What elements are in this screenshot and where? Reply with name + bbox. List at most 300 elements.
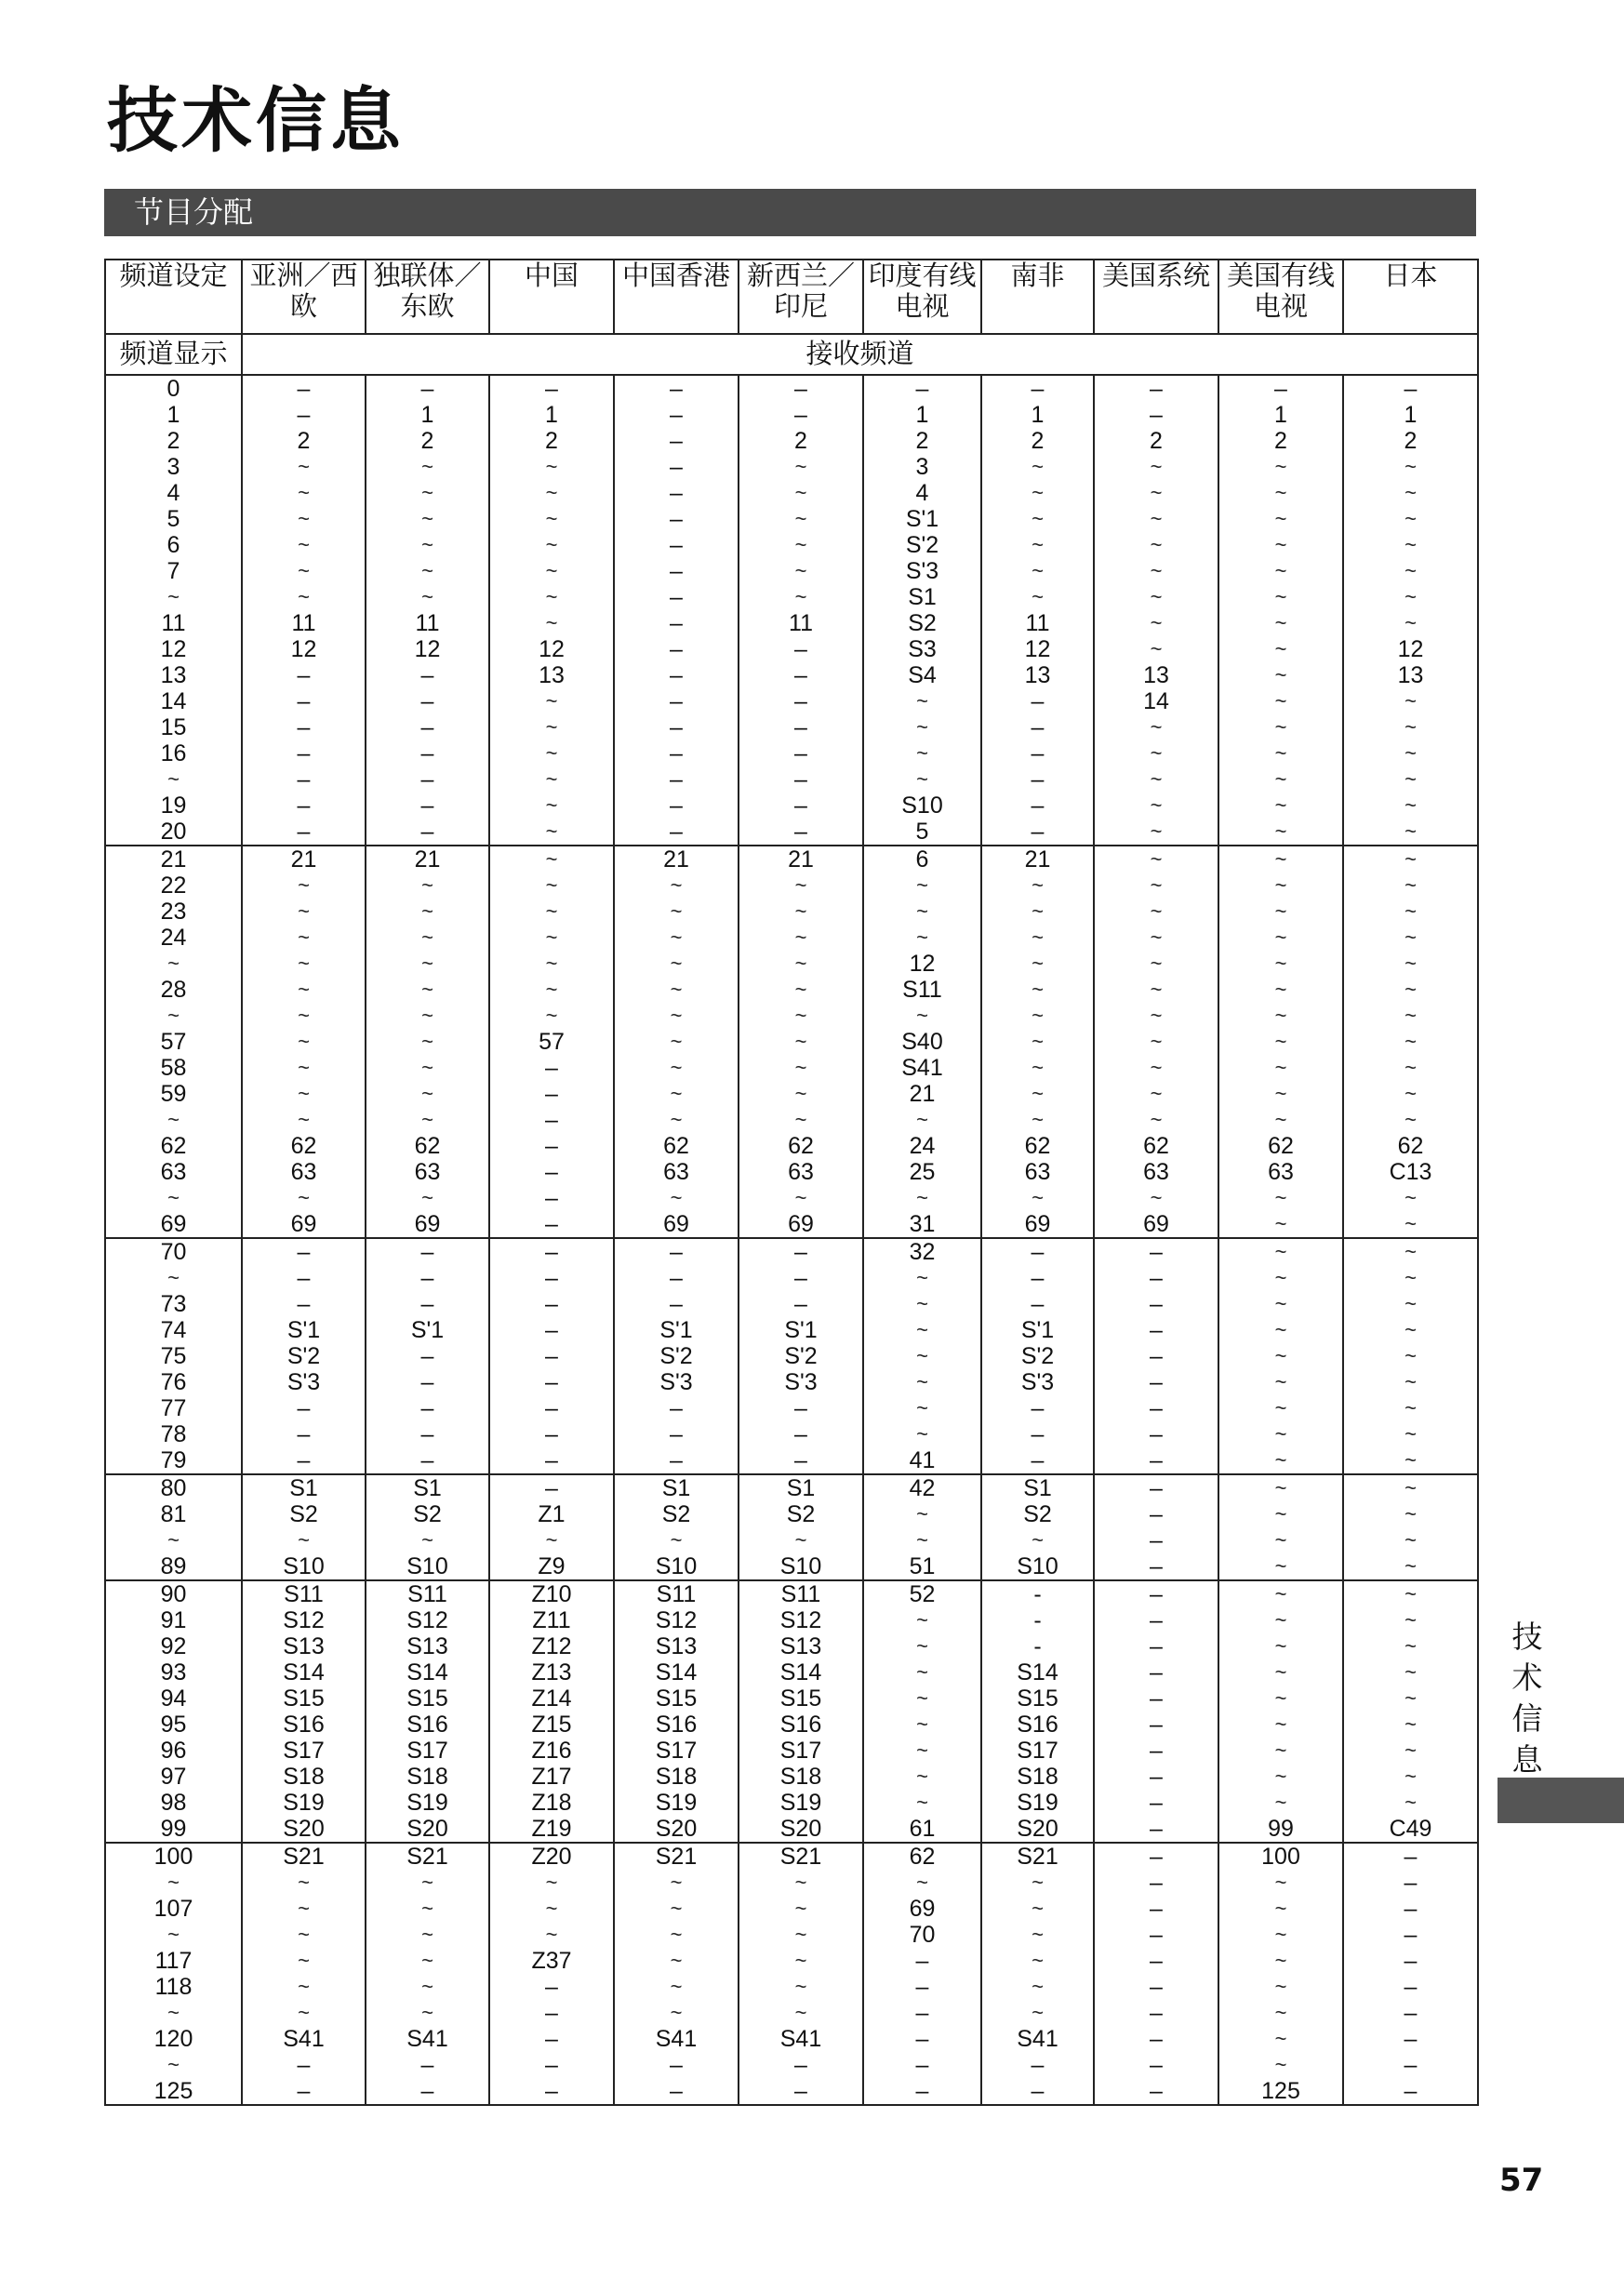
channel-value: S1	[786, 1475, 816, 1501]
channel-value: S1	[1023, 1475, 1052, 1501]
channel-value: 69	[788, 1211, 814, 1237]
channel-value: 2	[1031, 428, 1045, 454]
channel-value: ~	[298, 1056, 310, 1079]
channel-value: 118	[154, 1974, 193, 2000]
channel-value: –	[794, 819, 807, 845]
channel-value: 52	[909, 1581, 936, 1607]
channel-value: 97	[160, 1764, 187, 1790]
channel-value: –	[545, 2078, 558, 2104]
channel-value: ~	[1274, 1056, 1287, 1079]
channel-value: ~	[298, 1897, 310, 1920]
channel-value: –	[297, 688, 311, 714]
channel-value: 69	[663, 1211, 689, 1237]
channel-value: ~	[1274, 899, 1287, 923]
channel-value: ~	[1032, 1056, 1044, 1079]
channel-value: ~	[670, 1082, 683, 1105]
channel-value: ~	[298, 1923, 310, 1946]
channel-value: 62	[663, 1133, 689, 1159]
channel-value: ~	[1032, 455, 1044, 478]
channel-value: ~	[298, 1975, 310, 1998]
channel-value: ~	[167, 767, 180, 791]
channel-value: ~	[1404, 611, 1417, 634]
channel-value: 24	[160, 925, 187, 951]
channel-value: ~	[794, 2001, 807, 2024]
channel-value: ~	[1404, 1082, 1417, 1105]
channel-value: ~	[1404, 1791, 1417, 1814]
channel-value: ~	[794, 1975, 807, 1998]
channel-value: ~	[1032, 533, 1044, 556]
channel-value: ~	[1404, 1476, 1417, 1499]
channel-cell	[242, 375, 366, 846]
channel-value: S16	[779, 1712, 822, 1738]
channel-value: ~	[1150, 1186, 1163, 1209]
channel-value: 1	[1404, 402, 1418, 428]
channel-value: –	[1150, 1447, 1163, 1473]
channel-value: ~	[1274, 1871, 1287, 1894]
channel-value: ~	[794, 585, 807, 608]
channel-value: ~	[1032, 2001, 1044, 2024]
channel-value: 24	[909, 1133, 936, 1159]
channel-value: ~	[1274, 873, 1287, 897]
channel-value: S'3	[784, 1369, 818, 1395]
channel-cell	[1218, 846, 1343, 1238]
channel-cell	[981, 375, 1094, 846]
channel-value: ~	[1404, 455, 1417, 478]
channel-value: ~	[298, 559, 310, 582]
channel-value: ~	[670, 926, 683, 949]
channel-value: –	[420, 1421, 434, 1447]
channel-value: ~	[794, 1056, 807, 1079]
channel-value: ~	[1274, 1292, 1287, 1315]
channel-value: –	[915, 1974, 929, 2000]
channel-cell	[489, 1843, 614, 2105]
channel-value: ~	[670, 1004, 683, 1027]
channel-value: ~	[794, 559, 807, 582]
channel-value: –	[1031, 1239, 1045, 1265]
channel-value: ~	[1274, 1186, 1287, 1209]
channel-value: ~	[545, 793, 558, 817]
channel-value: 2	[545, 428, 558, 454]
channel-value: ~	[1274, 793, 1287, 817]
channel-cell	[1094, 1580, 1218, 1843]
channel-value: 62	[1268, 1133, 1294, 1159]
header-region: 中国香港	[614, 260, 739, 334]
header-region: 印度有线电视	[863, 260, 981, 334]
channel-value: 2	[915, 428, 929, 454]
channel-value: –	[420, 819, 434, 845]
channel-value: –	[794, 1291, 807, 1317]
channel-value: ~	[1404, 1344, 1417, 1367]
channel-value: ~	[421, 1923, 433, 1946]
channel-value: ~	[670, 1897, 683, 1920]
channel-value: 2	[420, 428, 434, 454]
channel-value: –	[794, 714, 807, 740]
channel-value: ~	[1032, 1004, 1044, 1027]
channel-value: ~	[794, 1949, 807, 1972]
channel-value: 62	[290, 1133, 317, 1159]
channel-value: 63	[663, 1159, 689, 1185]
channel-value: ~	[298, 899, 310, 923]
channel-value: 13	[1143, 662, 1169, 688]
channel-value: –	[1150, 1948, 1163, 1974]
channel-cell	[1218, 375, 1343, 846]
channel-group-row	[105, 1474, 1478, 1580]
channel-value: –	[1404, 2052, 1418, 2078]
channel-value: ~	[1032, 978, 1044, 1001]
channel-value: S18	[655, 1764, 698, 1790]
channel-value: 125	[1261, 2078, 1300, 2104]
channel-value: ~	[421, 585, 433, 608]
channel-value: -	[1033, 1633, 1042, 1659]
channel-value: ~	[1032, 1108, 1044, 1131]
channel-value: ~	[1404, 481, 1417, 504]
channel-value: 3	[915, 454, 929, 480]
channel-value: 96	[160, 1738, 187, 1764]
channel-value: –	[794, 402, 807, 428]
channel-value: S14	[779, 1659, 822, 1685]
channel-value: ~	[916, 1502, 928, 1525]
channel-value: 4	[166, 480, 180, 506]
channel-value: ~	[794, 899, 807, 923]
channel-value: S19	[406, 1790, 448, 1816]
channel-value: ~	[1274, 1082, 1287, 1105]
channel-value: ~	[1032, 1923, 1044, 1946]
channel-value: ~	[1274, 1370, 1287, 1393]
channel-value: ~	[421, 952, 433, 975]
channel-value: –	[794, 766, 807, 793]
channel-value: ~	[421, 926, 433, 949]
channel-value: 2	[1150, 428, 1163, 454]
channel-value: ~	[298, 585, 310, 608]
channel-value: ~	[545, 1528, 558, 1552]
channel-value: ~	[421, 1030, 433, 1053]
channel-value: ~	[298, 952, 310, 975]
channel-cell	[1218, 1474, 1343, 1580]
channel-value: ~	[167, 1871, 180, 1894]
channel-value: 70	[160, 1239, 187, 1265]
channel-value: ~	[1404, 873, 1417, 897]
channel-value: ~	[1150, 847, 1163, 871]
channel-value: –	[1150, 1343, 1163, 1369]
channel-value: ~	[167, 585, 180, 608]
channel-value: –	[545, 1369, 558, 1395]
channel-value: ~	[916, 1528, 928, 1552]
channel-value: ~	[298, 1108, 310, 1131]
channel-value: –	[1031, 740, 1045, 766]
channel-value: –	[1150, 1607, 1163, 1633]
channel-value: ~	[298, 533, 310, 556]
channel-value: –	[1150, 1712, 1163, 1738]
channel-value: –	[794, 1395, 807, 1421]
channel-display-cell	[105, 846, 242, 1238]
channel-value: –	[1404, 1844, 1418, 1870]
channel-value: ~	[1032, 899, 1044, 923]
channel-value: Z19	[531, 1816, 572, 1842]
channel-value: ~	[1404, 1240, 1417, 1263]
channel-value: ~	[794, 455, 807, 478]
channel-value: S10	[406, 1553, 448, 1579]
channel-value: ~	[794, 1030, 807, 1053]
channel-cell	[1343, 1843, 1478, 2105]
channel-value: 22	[160, 873, 187, 899]
channel-value: –	[1150, 2078, 1163, 2104]
channel-value: ~	[794, 1082, 807, 1105]
channel-value: S16	[406, 1712, 448, 1738]
channel-value: S21	[1017, 1844, 1058, 1870]
channel-cell	[489, 1580, 614, 1843]
channel-value: S11	[407, 1581, 447, 1607]
header-channel-setting: 频道设定	[105, 260, 242, 334]
channel-cell	[489, 846, 614, 1238]
channel-value: ~	[1274, 1975, 1287, 1998]
channel-value: ~	[1150, 952, 1163, 975]
channel-value: –	[915, 376, 929, 402]
channel-value: ~	[1274, 1554, 1287, 1578]
channel-value: ~	[1274, 1422, 1287, 1445]
channel-value: –	[1150, 1395, 1163, 1421]
channel-value: –	[794, 793, 807, 819]
channel-value: 1	[915, 402, 929, 428]
channel-value: ~	[1404, 559, 1417, 582]
channel-value: ~	[670, 1871, 683, 1894]
channel-cell	[242, 1580, 366, 1843]
channel-value: 21	[414, 846, 441, 873]
channel-value: 69	[1024, 1211, 1051, 1237]
channel-value: 63	[1143, 1159, 1169, 1185]
channel-value: 13	[1397, 662, 1424, 688]
channel-value: ~	[1032, 1030, 1044, 1053]
channel-value: –	[1031, 766, 1045, 793]
header-received-channel: 接收频道	[242, 334, 1478, 375]
channel-value: –	[915, 2052, 929, 2078]
channel-value: S20	[655, 1816, 698, 1842]
channel-value: Z12	[531, 1633, 572, 1659]
channel-value: 125	[153, 2078, 193, 2104]
channel-value: S15	[1017, 1685, 1058, 1712]
channel-value: –	[545, 1317, 558, 1343]
channel-value: –	[420, 1369, 434, 1395]
channel-value: ~	[1032, 1082, 1044, 1105]
channel-value: 79	[160, 1447, 187, 1473]
channel-value: ~	[1274, 1791, 1287, 1814]
channel-value: ~	[1274, 1030, 1287, 1053]
channel-value: S1	[661, 1475, 691, 1501]
channel-value: S'1	[1020, 1317, 1055, 1343]
channel-value: –	[794, 2052, 807, 2078]
channel-value: ~	[421, 1975, 433, 1998]
channel-value: ~	[421, 533, 433, 556]
channel-value: 61	[909, 1816, 936, 1842]
channel-value: –	[1404, 1974, 1418, 2000]
channel-value: C13	[1389, 1159, 1432, 1185]
channel-value: 7	[166, 558, 180, 584]
channel-value: 41	[909, 1447, 936, 1473]
channel-value: S21	[406, 1844, 448, 1870]
channel-value: S14	[283, 1659, 325, 1685]
channel-value: 57	[160, 1029, 187, 1055]
channel-value: S'3	[286, 1369, 321, 1395]
channel-value: S13	[283, 1633, 325, 1659]
channel-value: 13	[160, 662, 187, 688]
channel-value: –	[670, 688, 683, 714]
channel-value: ~	[421, 899, 433, 923]
channel-value: ~	[1404, 1528, 1417, 1552]
channel-value: 1	[166, 402, 180, 428]
channel-group-row	[105, 1238, 1478, 1474]
channel-value: Z9	[538, 1553, 566, 1579]
channel-value: C49	[1389, 1816, 1432, 1842]
channel-value: ~	[545, 873, 558, 897]
channel-value: ~	[1032, 1949, 1044, 1972]
channel-value: ~	[545, 689, 558, 713]
channel-value: 2	[1274, 428, 1287, 454]
channel-value: Z14	[531, 1685, 572, 1712]
channel-value: ~	[545, 455, 558, 478]
channel-cell	[863, 1474, 981, 1580]
channel-value: ~	[545, 1897, 558, 1920]
channel-value: 69	[160, 1211, 187, 1237]
channel-value: S14	[1017, 1659, 1058, 1685]
channel-value: 6	[915, 846, 929, 873]
channel-value: S11	[902, 977, 942, 1003]
channel-value: ~	[421, 1108, 433, 1131]
channel-cell	[739, 375, 863, 846]
channel-value: –	[297, 402, 311, 428]
channel-value: ~	[1404, 1422, 1417, 1445]
channel-value: ~	[916, 1634, 928, 1658]
channel-value: ~	[1274, 1923, 1287, 1946]
channel-value: 32	[909, 1239, 936, 1265]
channel-value: ~	[916, 1344, 928, 1367]
channel-value: S'3	[905, 558, 939, 584]
channel-value: 90	[160, 1581, 187, 1607]
channel-value: 16	[160, 740, 187, 766]
channel-value: ~	[794, 507, 807, 530]
channel-cell	[242, 1238, 366, 1474]
channel-value: 4	[915, 480, 929, 506]
page-title: 技术信息	[107, 79, 405, 162]
channel-value: –	[794, 662, 807, 688]
channel-value: –	[670, 584, 683, 610]
channel-value: ~	[1404, 689, 1417, 713]
channel-value: ~	[1404, 1502, 1417, 1525]
channel-value: –	[1150, 1685, 1163, 1712]
channel-value: ~	[1032, 559, 1044, 582]
channel-value: ~	[1274, 1582, 1287, 1605]
channel-value: –	[794, 1421, 807, 1447]
channel-value: ~	[1032, 585, 1044, 608]
channel-value: ~	[1274, 689, 1287, 713]
header-region: 南非	[981, 260, 1094, 334]
channel-value: S16	[283, 1712, 325, 1738]
channel-value: ~	[167, 1923, 180, 1946]
channel-value: S17	[655, 1738, 698, 1764]
channel-cell	[739, 1580, 863, 1843]
channel-value: ~	[1150, 819, 1163, 843]
channel-value: Z16	[531, 1738, 572, 1764]
channel-value: ~	[670, 1030, 683, 1053]
channel-value: 1	[420, 402, 434, 428]
channel-value: –	[1031, 1291, 1045, 1317]
channel-value: –	[915, 2026, 929, 2052]
channel-value: 11	[291, 610, 316, 636]
channel-value: S'1	[286, 1317, 321, 1343]
channel-value: –	[670, 636, 683, 662]
channel-cell	[863, 1843, 981, 2105]
channel-value: –	[1031, 819, 1045, 845]
channel-value: S2	[661, 1501, 691, 1527]
channel-value: –	[670, 1421, 683, 1447]
channel-value: ~	[1404, 819, 1417, 843]
channel-value: S10	[779, 1553, 822, 1579]
channel-value: ~	[794, 1871, 807, 1894]
channel-value: S2	[786, 1501, 816, 1527]
channel-value: ~	[670, 1108, 683, 1131]
channel-value: ~	[1150, 637, 1163, 660]
channel-value: ~	[167, 1528, 180, 1552]
channel-cell	[1218, 1238, 1343, 1474]
channel-value: –	[545, 376, 558, 402]
channel-value: 63	[160, 1159, 187, 1185]
channel-value: ~	[670, 1975, 683, 1998]
channel-value: 14	[160, 688, 187, 714]
channel-cell	[1218, 1843, 1343, 2105]
channel-value: 59	[160, 1081, 187, 1107]
channel-value: ~	[1404, 1186, 1417, 1209]
channel-value: 11	[1025, 610, 1050, 636]
channel-value: 2	[1404, 428, 1418, 454]
channel-value: ~	[1404, 847, 1417, 871]
channel-value: 62	[788, 1133, 814, 1159]
channel-cell	[981, 1843, 1094, 2105]
channel-value: S2	[289, 1501, 318, 1527]
channel-value: –	[297, 1291, 311, 1317]
channel-value: –	[545, 1343, 558, 1369]
channel-value: –	[1031, 1447, 1045, 1473]
channel-value: –	[794, 1265, 807, 1291]
channel-value: 6	[166, 532, 180, 558]
channel-value: ~	[670, 1949, 683, 1972]
channel-value: –	[670, 480, 683, 506]
channel-value: 94	[160, 1685, 187, 1712]
channel-value: ~	[1274, 1004, 1287, 1027]
channel-value: –	[545, 1239, 558, 1265]
channel-value: ~	[1404, 715, 1417, 739]
channel-value: 13	[539, 662, 565, 688]
channel-value: ~	[1404, 793, 1417, 817]
channel-value: 58	[160, 1055, 187, 1081]
channel-display-cell	[105, 1580, 242, 1843]
channel-value: ~	[167, 1108, 180, 1131]
channel-cell	[614, 1580, 739, 1843]
channel-value: ~	[1404, 952, 1417, 975]
channel-cell	[1094, 375, 1218, 846]
channel-cell	[981, 1474, 1094, 1580]
channel-value: –	[1150, 1974, 1163, 2000]
channel-value: S41	[283, 2026, 325, 2052]
channel-value: 25	[909, 1159, 936, 1185]
side-tab-char: 术	[1511, 1659, 1543, 1696]
channel-value: ~	[1032, 1528, 1044, 1552]
channel-value: ~	[421, 1528, 433, 1552]
channel-value: –	[1150, 1633, 1163, 1659]
channel-value: 74	[160, 1317, 187, 1343]
channel-cell	[739, 1843, 863, 2105]
channel-value: ~	[1274, 1738, 1287, 1762]
channel-value: 21	[788, 846, 814, 873]
channel-value: –	[1150, 376, 1163, 402]
channel-value: ~	[421, 507, 433, 530]
